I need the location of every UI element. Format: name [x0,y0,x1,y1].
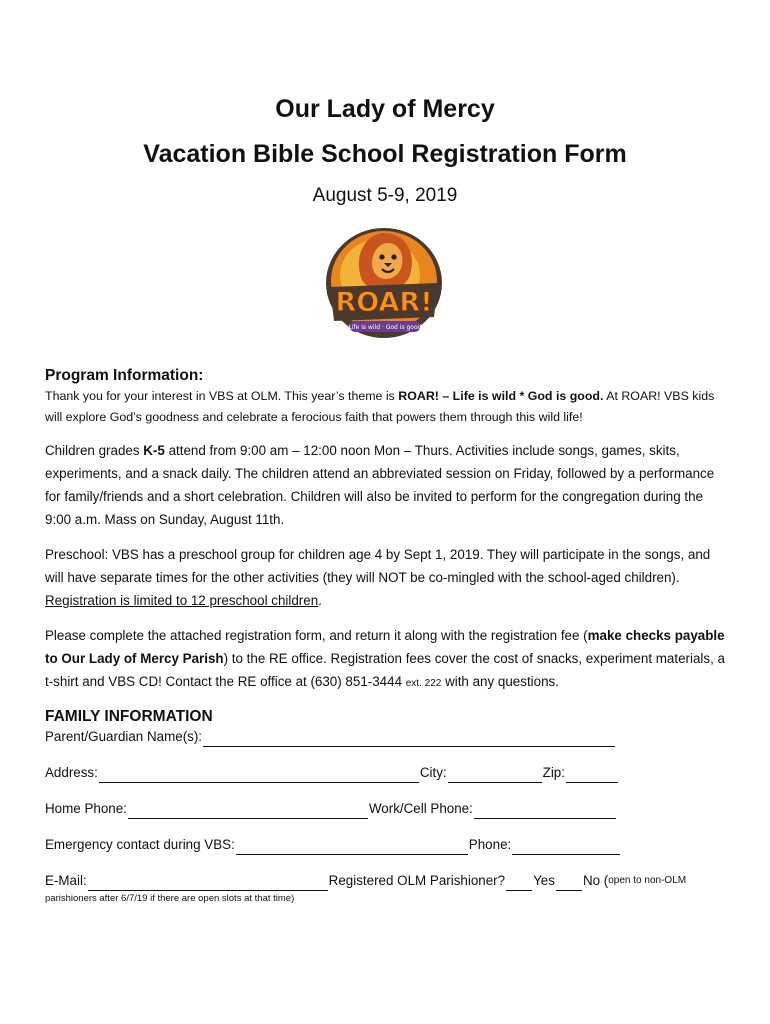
program-heading: Program Information: [45,367,204,384]
org-title: Our Lady of Mercy [275,95,495,123]
address-row [45,763,725,799]
emergency-phone-field[interactable] [512,840,620,855]
home-phone-label: Home Phone: [45,801,127,816]
address-label: Address: [45,765,98,780]
email-label: E-Mail: [45,873,87,888]
zip-label: Zip: [542,765,565,780]
yes-label: Yes [533,873,555,888]
city-field[interactable] [448,768,542,783]
note-open: open to non-OLM [608,875,687,886]
yes-field[interactable] [506,876,532,891]
emergency-row [45,835,725,871]
program-registration: Please complete the attached registration form, and return it along with the registration fee (make checks payable to Our Lady of Mercy Parish) to the RE office. Registration fees cover the cost of snacks, experiment materials, a t-shirt and VBS CD! Contact the RE office at (630) 851-3444 ext. 222 with any questions. [45,628,725,689]
program-children: Children grades K-5 attend from 9:00 am – 12:00 noon Mon – Thurs. Activities include songs, games, skits, experiments, and a snack daily. The children attend an abbreviated session on Friday, followed by a performance for family/friends and a short celebration. Children will also be invited to perform for the congregation during the 9:00 a.m. Mass on Sunday, August 11th. [45,443,715,527]
email-field[interactable] [88,876,328,891]
parishioner-label: Registered OLM Parishioner? [328,873,506,888]
no-label: No ( [582,873,609,888]
program-intro: Thank you for your interest in VBS at OLM. This year’s theme is ROAR! – Life is wild * God is good. At ROAR! VBS kids will explore God’s goodness and celebrate a ferocious faith that powers them through this wild life! [45,389,715,424]
phone-row [45,799,725,835]
program-preschool: Preschool: VBS has a preschool group for children age 4 by Sept 1, 2019. They will participate in the songs, and will have separate times for the other activities (they will NOT be co-mingled with the school-aged children). Registration is limited to 12 preschool children. [45,547,711,608]
work-phone-field[interactable] [474,804,616,819]
zip-field[interactable] [566,768,618,783]
no-field[interactable] [556,876,582,891]
parent-name-field[interactable] [203,732,615,747]
address-field[interactable] [99,768,419,783]
work-phone-label: Work/Cell Phone: [368,801,473,816]
home-phone-field[interactable] [128,804,368,819]
emergency-label: Emergency contact during VBS: [45,837,235,852]
parent-label: Parent/Guardian Name(s): [45,729,203,744]
email-row [45,871,725,907]
family-heading: FAMILY INFORMATION [45,708,213,725]
parent-row [45,727,725,763]
roar-lion-logo [322,225,447,343]
form-title: Vacation Bible School Registration Form [143,140,627,168]
logo-word: ROAR! [335,287,433,318]
city-label: City: [419,765,447,780]
emergency-phone-label: Phone: [468,837,512,852]
event-dates: August 5-9, 2019 [312,185,458,206]
content [45,366,725,905]
logo-tagline: Life is wild · God is good [348,324,422,331]
emergency-contact-field[interactable] [236,840,468,855]
parishioner-note: parishioners after 6/7/19 if there are open slots at that time) [45,893,295,904]
